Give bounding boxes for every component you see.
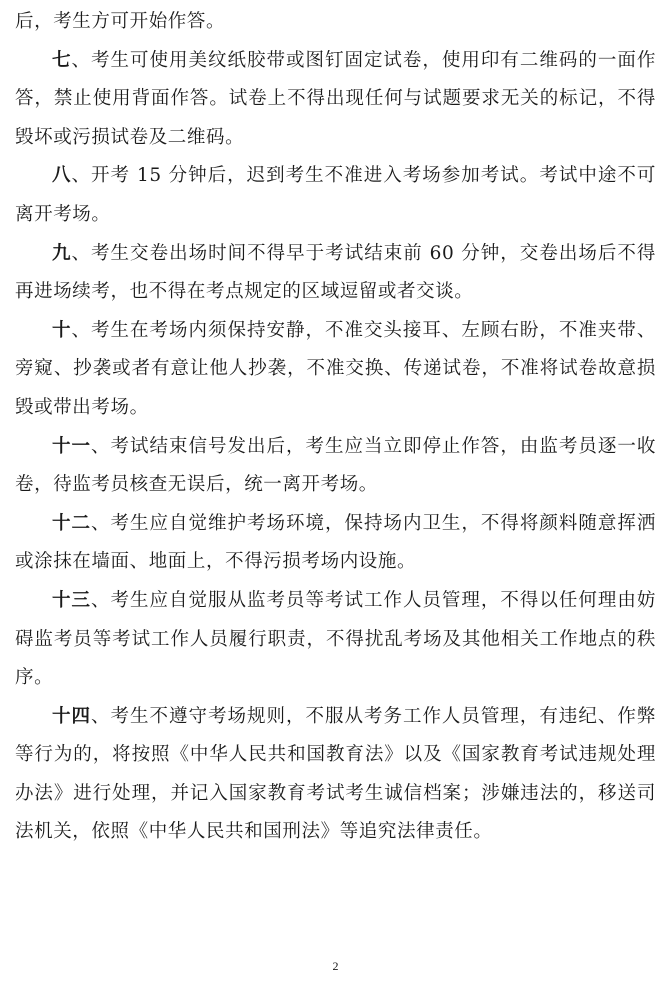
rule-number: 十一 (52, 435, 91, 457)
rule-10 (15, 312, 656, 428)
rule-text: 、考生不遵守考场规则，不服从考务工作人员管理，有违纪、作弊等行为的，将按照《中华人民共和国教育法》以及《国家教育考试违规处理办法》进行处理，并记入国家教育考试考生诚信档案；涉嫌违法的，移送司法机关，依照《中华人民共和国刑法》等追究法律责任。 (15, 705, 657, 843)
page-number: 2 (332, 959, 339, 973)
document-body (15, 3, 656, 852)
rule-8 (15, 157, 656, 234)
rule-text: 、考生可使用美纹纸胶带或图钉固定试卷，使用印有二维码的一面作答，禁止使用背面作答。试卷上不得出现任何与试题要求无关的标记，不得毁坏或污损试卷及二维码。 (15, 49, 656, 148)
rule-13 (15, 582, 656, 698)
rule-7 (15, 42, 656, 158)
rule-number: 十二 (52, 512, 91, 534)
rule-number: 十三 (52, 589, 91, 611)
continued-paragraph: 后，考生方可开始作答。 (15, 11, 226, 32)
rule-number: 十四 (52, 705, 91, 727)
rule-number: 八 (52, 165, 72, 187)
rule-14 (15, 698, 656, 852)
rule-number: 十 (52, 319, 72, 341)
rule-number: 九 (52, 242, 72, 264)
rule-text: 、开考 15 分钟后，迟到考生不准进入考场参加考试。考试中途不可离开考场。 (15, 165, 656, 225)
rule-11 (15, 428, 656, 505)
rule-text: 、考生应自觉服从监考员等考试工作人员管理，不得以任何理由妨碍监考员等考试工作人员履行职责，不得扰乱考场及其他相关工作地点的秩序。 (15, 589, 657, 689)
rule-text: 、考试结束信号发出后，考生应当立即停止作答，由监考员逐一收卷，待监考员核查无误后，统一离开考场。 (15, 435, 657, 496)
rule-number: 七 (52, 49, 72, 71)
rule-9 (15, 235, 656, 312)
rule-text: 、考生在考场内须保持安静，不准交头接耳、左顾右盼，不准夹带、旁窥、抄袭或者有意让他人抄袭，不准交换、传递试卷，不准将试卷故意损毁或带出考场。 (15, 319, 656, 418)
rule-text: 、考生应自觉维护考场环境，保持场内卫生，不得将颜料随意挥洒或涂抹在墙面、地面上，不得污损考场内设施。 (15, 512, 657, 573)
rule-12 (15, 505, 656, 582)
rule-text: 、考生交卷出场时间不得早于考试结束前 60 分钟，交卷出场后不得再进场续考，也不得在考点规定的区域逗留或者交谈。 (15, 242, 656, 303)
